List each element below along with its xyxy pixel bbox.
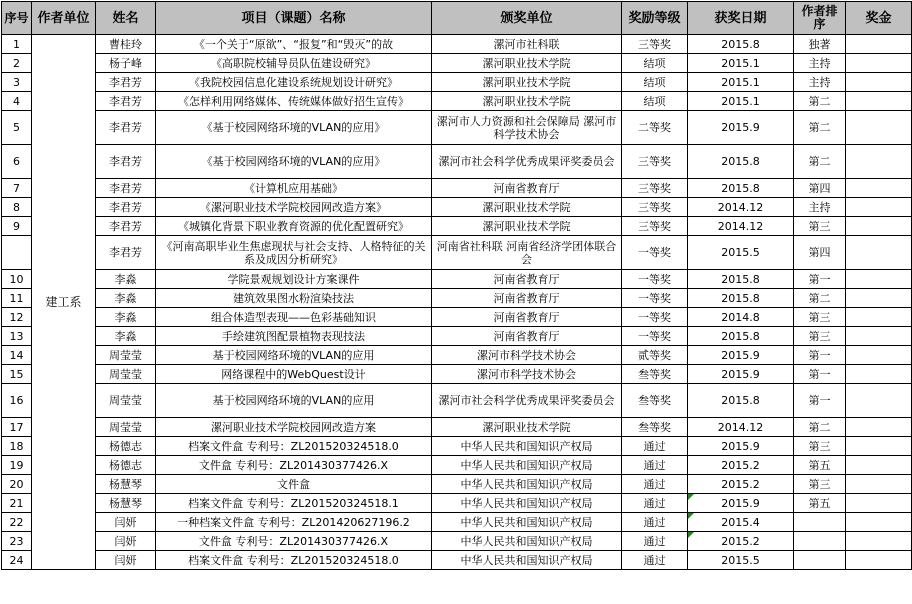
header-prize[interactable]: 奖金 <box>846 2 912 35</box>
header-seq[interactable]: 序号 <box>2 2 32 35</box>
issuer-cell[interactable]: 河南省教育厅 <box>432 289 622 308</box>
table-row <box>2 327 912 346</box>
date-cell[interactable]: 2015.9 <box>688 346 794 365</box>
table-row <box>2 551 912 570</box>
rank-cell[interactable]: 第三 <box>794 217 846 236</box>
table-row <box>2 346 912 365</box>
issuer-cell[interactable]: 河南省教育厅 <box>432 327 622 346</box>
rank-cell[interactable]: 第五 <box>794 494 846 513</box>
seq-cell[interactable]: 20 <box>2 475 32 494</box>
table-row <box>2 308 912 327</box>
level-cell[interactable]: 通过 <box>622 456 688 475</box>
prize-cell[interactable] <box>846 111 912 145</box>
level-cell[interactable]: 结项 <box>622 92 688 111</box>
name-cell[interactable]: 周莹莹 <box>96 365 156 384</box>
level-cell[interactable]: 一等奖 <box>622 289 688 308</box>
table-row <box>2 111 912 145</box>
header-row <box>2 2 912 35</box>
issuer-cell[interactable]: 漯河市科学技术协会 <box>432 346 622 365</box>
level-cell[interactable]: 通过 <box>622 494 688 513</box>
level-cell[interactable]: 三等奖 <box>622 217 688 236</box>
date-cell[interactable]: 2015.8 <box>688 270 794 289</box>
rank-cell[interactable]: 第一 <box>794 346 846 365</box>
date-cell[interactable]: 2015.2 <box>688 456 794 475</box>
name-cell[interactable]: 李君芳 <box>96 111 156 145</box>
seq-cell[interactable]: 8 <box>2 198 32 217</box>
table-row <box>2 270 912 289</box>
name-cell[interactable]: 李君芳 <box>96 73 156 92</box>
issuer-cell[interactable]: 中华人民共和国知识产权局 <box>432 532 622 551</box>
name-cell[interactable]: 李君芳 <box>96 145 156 179</box>
table-row <box>2 198 912 217</box>
seq-cell[interactable]: 1 <box>2 35 32 54</box>
level-cell[interactable]: 三等奖 <box>622 145 688 179</box>
prize-cell[interactable] <box>846 418 912 437</box>
prize-cell[interactable] <box>846 179 912 198</box>
name-cell[interactable]: 闫妍 <box>96 532 156 551</box>
date-cell[interactable]: 2015.1 <box>688 73 794 92</box>
project-cell[interactable]: 《基于校园网络环境的VLAN的应用》 <box>156 145 432 179</box>
name-cell[interactable]: 李君芳 <box>96 217 156 236</box>
date-cell[interactable]: 2015.1 <box>688 92 794 111</box>
issuer-cell[interactable]: 漯河市社会科学优秀成果评奖委员会 <box>432 384 622 418</box>
issuer-cell[interactable]: 漯河职业技术学院 <box>432 54 622 73</box>
seq-cell[interactable]: 21 <box>2 494 32 513</box>
header-rank[interactable]: 作者排序 <box>794 2 846 35</box>
project-cell[interactable]: 档案文件盒 专利号：ZL201520324518.0 <box>156 437 432 456</box>
project-cell[interactable]: 基于校园网络环境的VLAN的应用 <box>156 384 432 418</box>
prize-cell[interactable] <box>846 145 912 179</box>
level-cell[interactable]: 叁等奖 <box>622 418 688 437</box>
date-cell[interactable]: 2014.12 <box>688 418 794 437</box>
prize-cell[interactable] <box>846 92 912 111</box>
level-cell[interactable]: 二等奖 <box>622 111 688 145</box>
table-row <box>2 494 912 513</box>
seq-cell[interactable]: 16 <box>2 384 32 418</box>
rank-cell[interactable]: 第二 <box>794 92 846 111</box>
rank-cell[interactable]: 第五 <box>794 456 846 475</box>
rank-cell[interactable]: 主持 <box>794 198 846 217</box>
project-cell[interactable]: 文件盒 专利号：ZL201430377426.X <box>156 456 432 475</box>
rank-cell[interactable] <box>794 532 846 551</box>
table-row <box>2 145 912 179</box>
date-cell[interactable]: 2015.9 <box>688 437 794 456</box>
project-cell[interactable]: 《我院校园信息化建设系统规划设计研究》 <box>156 73 432 92</box>
name-cell[interactable]: 曹桂玲 <box>96 35 156 54</box>
seq-cell[interactable]: 18 <box>2 437 32 456</box>
seq-cell[interactable]: 22 <box>2 513 32 532</box>
issuer-cell[interactable]: 漯河职业技术学院 <box>432 198 622 217</box>
prize-cell[interactable] <box>846 384 912 418</box>
level-cell[interactable]: 叁等奖 <box>622 384 688 418</box>
rank-cell[interactable]: 主持 <box>794 73 846 92</box>
table-row <box>2 418 912 437</box>
seq-cell[interactable]: 23 <box>2 532 32 551</box>
level-cell[interactable]: 一等奖 <box>622 236 688 270</box>
rank-cell[interactable]: 第二 <box>794 289 846 308</box>
issuer-cell[interactable]: 漯河职业技术学院 <box>432 92 622 111</box>
header-name[interactable]: 姓名 <box>96 2 156 35</box>
project-cell[interactable]: 组合体造型表现——色彩基础知识 <box>156 308 432 327</box>
prize-cell[interactable] <box>846 54 912 73</box>
prize-cell[interactable] <box>846 551 912 570</box>
seq-cell[interactable]: 15 <box>2 365 32 384</box>
name-cell[interactable]: 闫妍 <box>96 551 156 570</box>
level-cell[interactable]: 贰等奖 <box>622 346 688 365</box>
rank-cell[interactable]: 第二 <box>794 418 846 437</box>
date-cell[interactable]: 2015.9 <box>688 494 794 513</box>
level-cell[interactable]: 通过 <box>622 513 688 532</box>
date-cell[interactable]: 2015.8 <box>688 384 794 418</box>
project-cell[interactable]: 一种档案文件盒 专利号：ZL201420627196.2 <box>156 513 432 532</box>
table-row <box>2 365 912 384</box>
level-cell[interactable]: 结项 <box>622 54 688 73</box>
table-row <box>2 92 912 111</box>
name-cell[interactable]: 周莹莹 <box>96 418 156 437</box>
level-cell[interactable]: 结项 <box>622 73 688 92</box>
rank-cell[interactable]: 第一 <box>794 384 846 418</box>
prize-cell[interactable] <box>846 456 912 475</box>
rank-cell[interactable] <box>794 513 846 532</box>
seq-cell[interactable]: 4 <box>2 92 32 111</box>
issuer-cell[interactable]: 河南省社科联 河南省经济学团体联合会 <box>432 236 622 270</box>
date-cell[interactable]: 2015.5 <box>688 236 794 270</box>
project-cell[interactable]: 学院景观规划设计方案课件 <box>156 270 432 289</box>
seq-cell[interactable]: 3 <box>2 73 32 92</box>
date-cell[interactable]: 2015.9 <box>688 365 794 384</box>
rank-cell[interactable]: 主持 <box>794 54 846 73</box>
prize-cell[interactable] <box>846 494 912 513</box>
level-cell[interactable]: 通过 <box>622 532 688 551</box>
name-cell[interactable]: 杨慧琴 <box>96 475 156 494</box>
prize-cell[interactable] <box>846 475 912 494</box>
issuer-cell[interactable]: 河南省教育厅 <box>432 270 622 289</box>
date-cell[interactable]: 2015.8 <box>688 35 794 54</box>
prize-cell[interactable] <box>846 365 912 384</box>
seq-cell[interactable] <box>2 236 32 270</box>
date-cell[interactable]: 2015.1 <box>688 54 794 73</box>
date-cell[interactable]: 2015.5 <box>688 551 794 570</box>
prize-cell[interactable] <box>846 289 912 308</box>
header-date[interactable]: 获奖日期 <box>688 2 794 35</box>
level-cell[interactable]: 三等奖 <box>622 179 688 198</box>
issuer-cell[interactable]: 漯河市人力资源和社会保障局 漯河市科学技术协会 <box>432 111 622 145</box>
name-cell[interactable]: 杨子峰 <box>96 54 156 73</box>
rank-cell[interactable]: 第二 <box>794 145 846 179</box>
issuer-cell[interactable]: 漯河市社会科学优秀成果评奖委员会 <box>432 145 622 179</box>
seq-cell[interactable]: 10 <box>2 270 32 289</box>
name-cell[interactable]: 杨慧琴 <box>96 494 156 513</box>
rank-cell[interactable] <box>794 551 846 570</box>
header-project[interactable]: 项目（课题）名称 <box>156 2 432 35</box>
table-row <box>2 513 912 532</box>
name-cell[interactable]: 杨德志 <box>96 437 156 456</box>
project-cell[interactable]: 《基于校园网络环境的VLAN的应用》 <box>156 111 432 145</box>
project-cell[interactable]: 手绘建筑图配景植物表现技法 <box>156 327 432 346</box>
date-cell[interactable]: 2015.2 <box>688 532 794 551</box>
table-row <box>2 73 912 92</box>
issuer-cell[interactable]: 中华人民共和国知识产权局 <box>432 437 622 456</box>
date-cell[interactable]: 2015.8 <box>688 145 794 179</box>
seq-cell[interactable]: 24 <box>2 551 32 570</box>
rank-cell[interactable]: 第一 <box>794 365 846 384</box>
level-cell[interactable]: 一等奖 <box>622 270 688 289</box>
header-dept[interactable]: 作者单位 <box>32 2 96 35</box>
date-cell[interactable]: 2014.12 <box>688 198 794 217</box>
name-cell[interactable]: 周莹莹 <box>96 346 156 365</box>
level-cell[interactable]: 叁等奖 <box>622 365 688 384</box>
name-cell[interactable]: 李淼 <box>96 289 156 308</box>
seq-cell[interactable]: 11 <box>2 289 32 308</box>
name-cell[interactable]: 闫妍 <box>96 513 156 532</box>
table-row <box>2 236 912 270</box>
date-cell[interactable]: 2015.2 <box>688 475 794 494</box>
name-cell[interactable]: 李君芳 <box>96 198 156 217</box>
table-row <box>2 217 912 236</box>
dept-cell[interactable]: 建工系 <box>32 35 96 570</box>
seq-cell[interactable]: 12 <box>2 308 32 327</box>
project-cell[interactable]: 网络课程中的WebQuest设计 <box>156 365 432 384</box>
seq-cell[interactable]: 7 <box>2 179 32 198</box>
rank-cell[interactable]: 第三 <box>794 437 846 456</box>
header-level[interactable]: 奖励等级 <box>622 2 688 35</box>
issuer-cell[interactable]: 中华人民共和国知识产权局 <box>432 456 622 475</box>
rank-cell[interactable]: 第一 <box>794 270 846 289</box>
rank-cell[interactable]: 第四 <box>794 179 846 198</box>
name-cell[interactable]: 李淼 <box>96 327 156 346</box>
seq-cell[interactable]: 5 <box>2 111 32 145</box>
issuer-cell[interactable]: 河南省教育厅 <box>432 179 622 198</box>
awards-table <box>1 1 912 570</box>
table-row <box>2 35 912 54</box>
date-cell[interactable]: 2014.12 <box>688 217 794 236</box>
project-cell[interactable]: 《漯河职业技术学院校园网改造方案》 <box>156 198 432 217</box>
issuer-cell[interactable]: 中华人民共和国知识产权局 <box>432 513 622 532</box>
prize-cell[interactable] <box>846 513 912 532</box>
issuer-cell[interactable]: 中华人民共和国知识产权局 <box>432 551 622 570</box>
rank-cell[interactable]: 独著 <box>794 35 846 54</box>
table-row <box>2 179 912 198</box>
prize-cell[interactable] <box>846 73 912 92</box>
prize-cell[interactable] <box>846 346 912 365</box>
name-cell[interactable]: 李君芳 <box>96 92 156 111</box>
prize-cell[interactable] <box>846 217 912 236</box>
prize-cell[interactable] <box>846 35 912 54</box>
issuer-cell[interactable]: 漯河市科学技术协会 <box>432 365 622 384</box>
rank-cell[interactable]: 第三 <box>794 308 846 327</box>
issuer-cell[interactable]: 中华人民共和国知识产权局 <box>432 475 622 494</box>
seq-cell[interactable]: 13 <box>2 327 32 346</box>
project-cell[interactable]: 《计算机应用基础》 <box>156 179 432 198</box>
project-cell[interactable]: 建筑效果图水粉渲染技法 <box>156 289 432 308</box>
issuer-cell[interactable]: 漯河职业技术学院 <box>432 73 622 92</box>
level-cell[interactable]: 一等奖 <box>622 327 688 346</box>
prize-cell[interactable] <box>846 198 912 217</box>
project-cell[interactable]: 文件盒 <box>156 475 432 494</box>
seq-cell[interactable]: 2 <box>2 54 32 73</box>
table-row <box>2 456 912 475</box>
date-cell[interactable]: 2015.8 <box>688 179 794 198</box>
table-row <box>2 289 912 308</box>
seq-cell[interactable]: 9 <box>2 217 32 236</box>
name-cell[interactable]: 李淼 <box>96 308 156 327</box>
level-cell[interactable]: 三等奖 <box>622 35 688 54</box>
issuer-cell[interactable]: 漯河市社科联 <box>432 35 622 54</box>
project-cell[interactable]: 《一个关于“原欲”、“报复”和“毁灭”的故 <box>156 35 432 54</box>
project-cell[interactable]: 《城镇化背景下职业教育资源的优化配置研究》 <box>156 217 432 236</box>
level-cell[interactable]: 通过 <box>622 437 688 456</box>
project-cell[interactable]: 《高职院校辅导员队伍建设研究》 <box>156 54 432 73</box>
name-cell[interactable]: 杨德志 <box>96 456 156 475</box>
project-cell[interactable]: 档案文件盒 专利号：ZL201520324518.1 <box>156 494 432 513</box>
rank-cell[interactable]: 第四 <box>794 236 846 270</box>
rank-cell[interactable]: 第二 <box>794 111 846 145</box>
prize-cell[interactable] <box>846 437 912 456</box>
table-row <box>2 437 912 456</box>
date-cell[interactable]: 2015.8 <box>688 327 794 346</box>
project-cell[interactable]: 基于校园网络环境的VLAN的应用 <box>156 346 432 365</box>
project-cell[interactable]: 《河南高职毕业生焦虑现状与社会支持、人格特征的关系及成因分析研究》 <box>156 236 432 270</box>
table-row <box>2 532 912 551</box>
date-cell[interactable]: 2015.9 <box>688 111 794 145</box>
seq-cell[interactable]: 6 <box>2 145 32 179</box>
table-row <box>2 54 912 73</box>
project-cell[interactable]: 文件盒 专利号：ZL201430377426.X <box>156 532 432 551</box>
rank-cell[interactable]: 第三 <box>794 475 846 494</box>
level-cell[interactable]: 通过 <box>622 475 688 494</box>
name-cell[interactable]: 李君芳 <box>96 179 156 198</box>
project-cell[interactable]: 《怎样利用网络媒体、传统媒体做好招生宣传》 <box>156 92 432 111</box>
table-row <box>2 384 912 418</box>
table-row <box>2 475 912 494</box>
prize-cell[interactable] <box>846 236 912 270</box>
date-cell[interactable]: 2015.4 <box>688 513 794 532</box>
prize-cell[interactable] <box>846 308 912 327</box>
prize-cell[interactable] <box>846 327 912 346</box>
level-cell[interactable]: 三等奖 <box>622 198 688 217</box>
issuer-cell[interactable]: 漯河职业技术学院 <box>432 418 622 437</box>
prize-cell[interactable] <box>846 532 912 551</box>
date-cell[interactable]: 2015.8 <box>688 289 794 308</box>
name-cell[interactable]: 李淼 <box>96 270 156 289</box>
issuer-cell[interactable]: 漯河职业技术学院 <box>432 217 622 236</box>
seq-cell[interactable]: 14 <box>2 346 32 365</box>
name-cell[interactable]: 李君芳 <box>96 236 156 270</box>
header-issuer[interactable]: 颁奖单位 <box>432 2 622 35</box>
level-cell[interactable]: 一等奖 <box>622 308 688 327</box>
level-cell[interactable]: 通过 <box>622 551 688 570</box>
seq-cell[interactable]: 17 <box>2 418 32 437</box>
date-cell[interactable]: 2014.8 <box>688 308 794 327</box>
issuer-cell[interactable]: 中华人民共和国知识产权局 <box>432 494 622 513</box>
seq-cell[interactable]: 19 <box>2 456 32 475</box>
rank-cell[interactable]: 第三 <box>794 327 846 346</box>
prize-cell[interactable] <box>846 270 912 289</box>
name-cell[interactable]: 周莹莹 <box>96 384 156 418</box>
issuer-cell[interactable]: 河南省教育厅 <box>432 308 622 327</box>
project-cell[interactable]: 漯河职业技术学院校园网改造方案 <box>156 418 432 437</box>
project-cell[interactable]: 档案文件盒 专利号：ZL201520324518.0 <box>156 551 432 570</box>
